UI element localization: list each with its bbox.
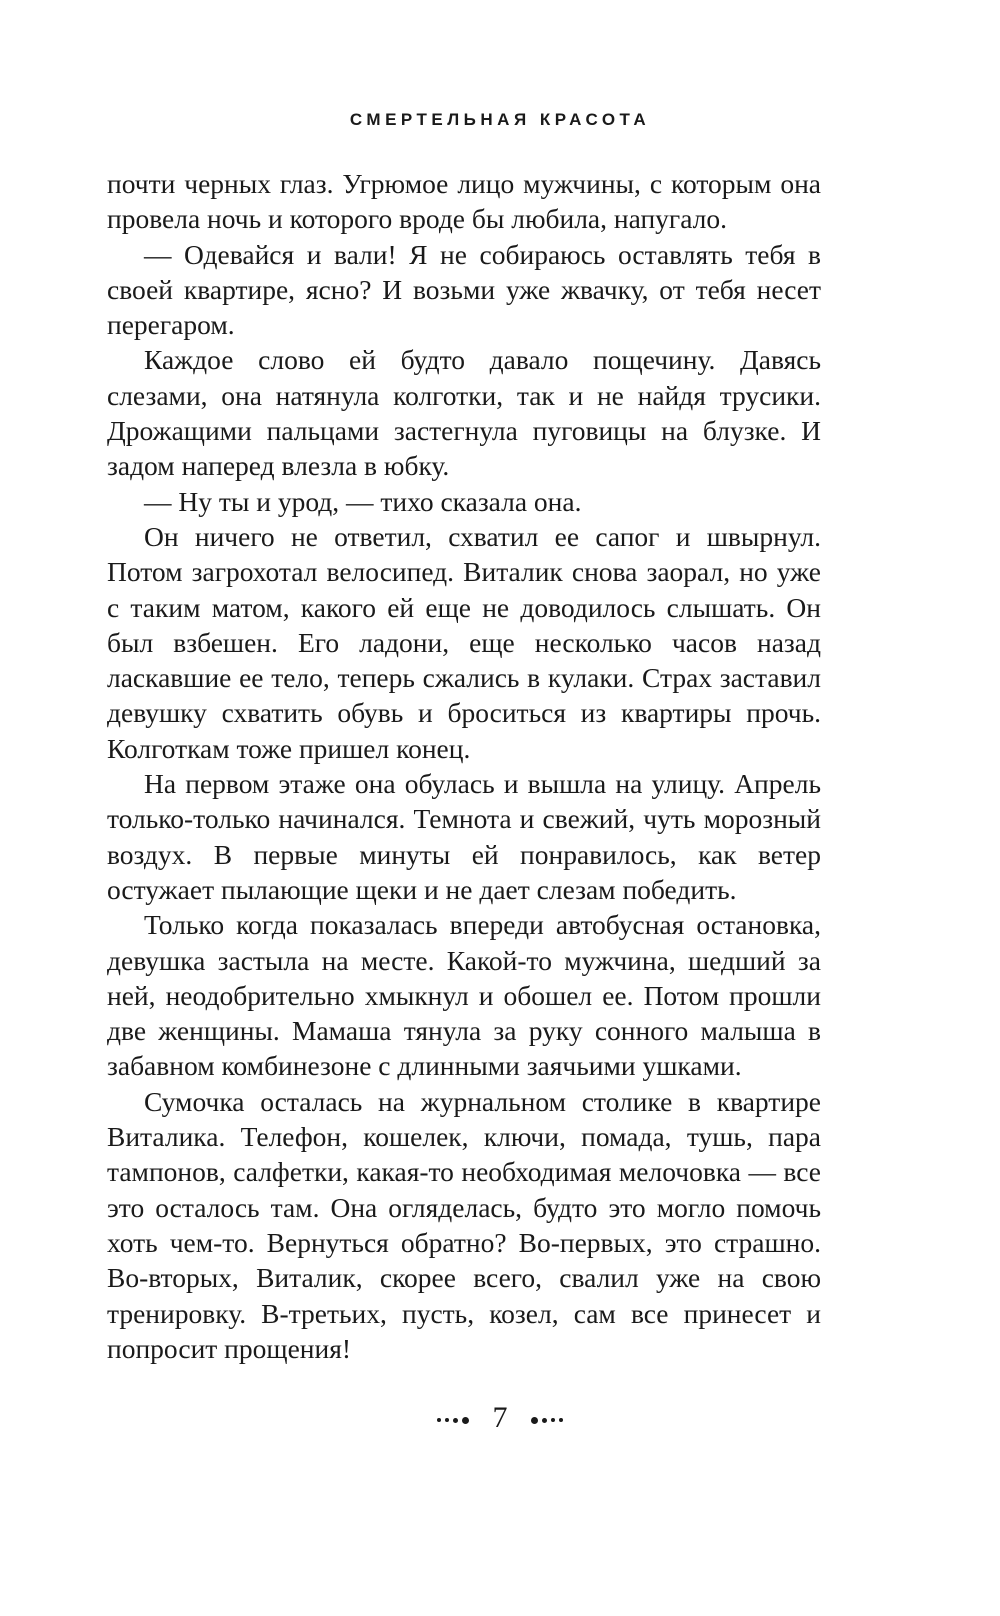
paragraph: — Ну ты и урод, — тихо сказала она.	[144, 485, 582, 517]
page-number-footer	[0, 1398, 1000, 1436]
running-title: СМЕРТЕЛЬНАЯ КРАСОТА	[349, 110, 651, 129]
paragraph: На первом этаже она обулась и вышла на улицу. Апрель только-только начинался. Темнота и свежий, чуть морозный воздух. В первые минуты ей понравилось, как ветер остужает пылающие щеки и не дает слезам победить.	[107, 768, 821, 905]
paragraph: Он ничего не ответил, схватил ее сапог и швырнул. Потом загрохотал велосипед. Виталик снова заорал, но уже с таким матом, какого ей еще не доводилось слышать. Он был взбешен. Его ладони, еще несколько часов назад ласкавшие ее тело, теперь сжались в кулаки. Страх заставил девушку схватить обувь и броситься из квартиры прочь. Колготкам тоже пришел конец.	[107, 520, 821, 764]
ornament-dots-left	[435, 1400, 471, 1436]
paragraph: Сумочка осталась на журнальном столике в квартире Виталика. Телефон, кошелек, ключи, помада, тушь, пара тампонов, салфетки, какая-то необходимая мелочовка — все это осталось там. Она огляделась, будто это могло помочь хоть чем-то. Вернуться обратно? Во-первых, это страшно. Во-вторых, Виталик, скорее всего, свалил уже на свою тренировку. В-третьих, пусть, козел, сам все принесет и попросит прощения!	[107, 1085, 821, 1364]
page-number: 7	[492, 1401, 508, 1435]
body-text	[107, 166, 821, 1366]
ornament-dots-right	[529, 1400, 565, 1436]
paragraph: почти черных глаз. Угрюмое лицо мужчины, с которым она провела ночь и которого вроде бы любила, напугало.	[107, 168, 821, 235]
paragraph: — Одевайся и вали! Я не собираюсь оставлять тебя в своей квартире, ясно? И возьми уже жвачку, от тебя несет перегаром.	[107, 238, 821, 341]
paragraph: Каждое слово ей будто давало пощечину. Давясь слезами, она натянула колготки, так и не найдя трусики. Дрожащими пальцами застегнула пуговицы на блузке. И задом наперед влезла в юбку.	[107, 344, 821, 482]
paragraph: Только когда показалась впереди автобусная остановка, девушка застыла на месте. Какой-то мужчина, шедший за ней, неодобрительно хмыкнул и обошел ее. Потом прошли две женщины. Мамаша тянула за руку сонного малыша в забавном комбинезоне с длинными заячьими ушками.	[107, 909, 821, 1082]
